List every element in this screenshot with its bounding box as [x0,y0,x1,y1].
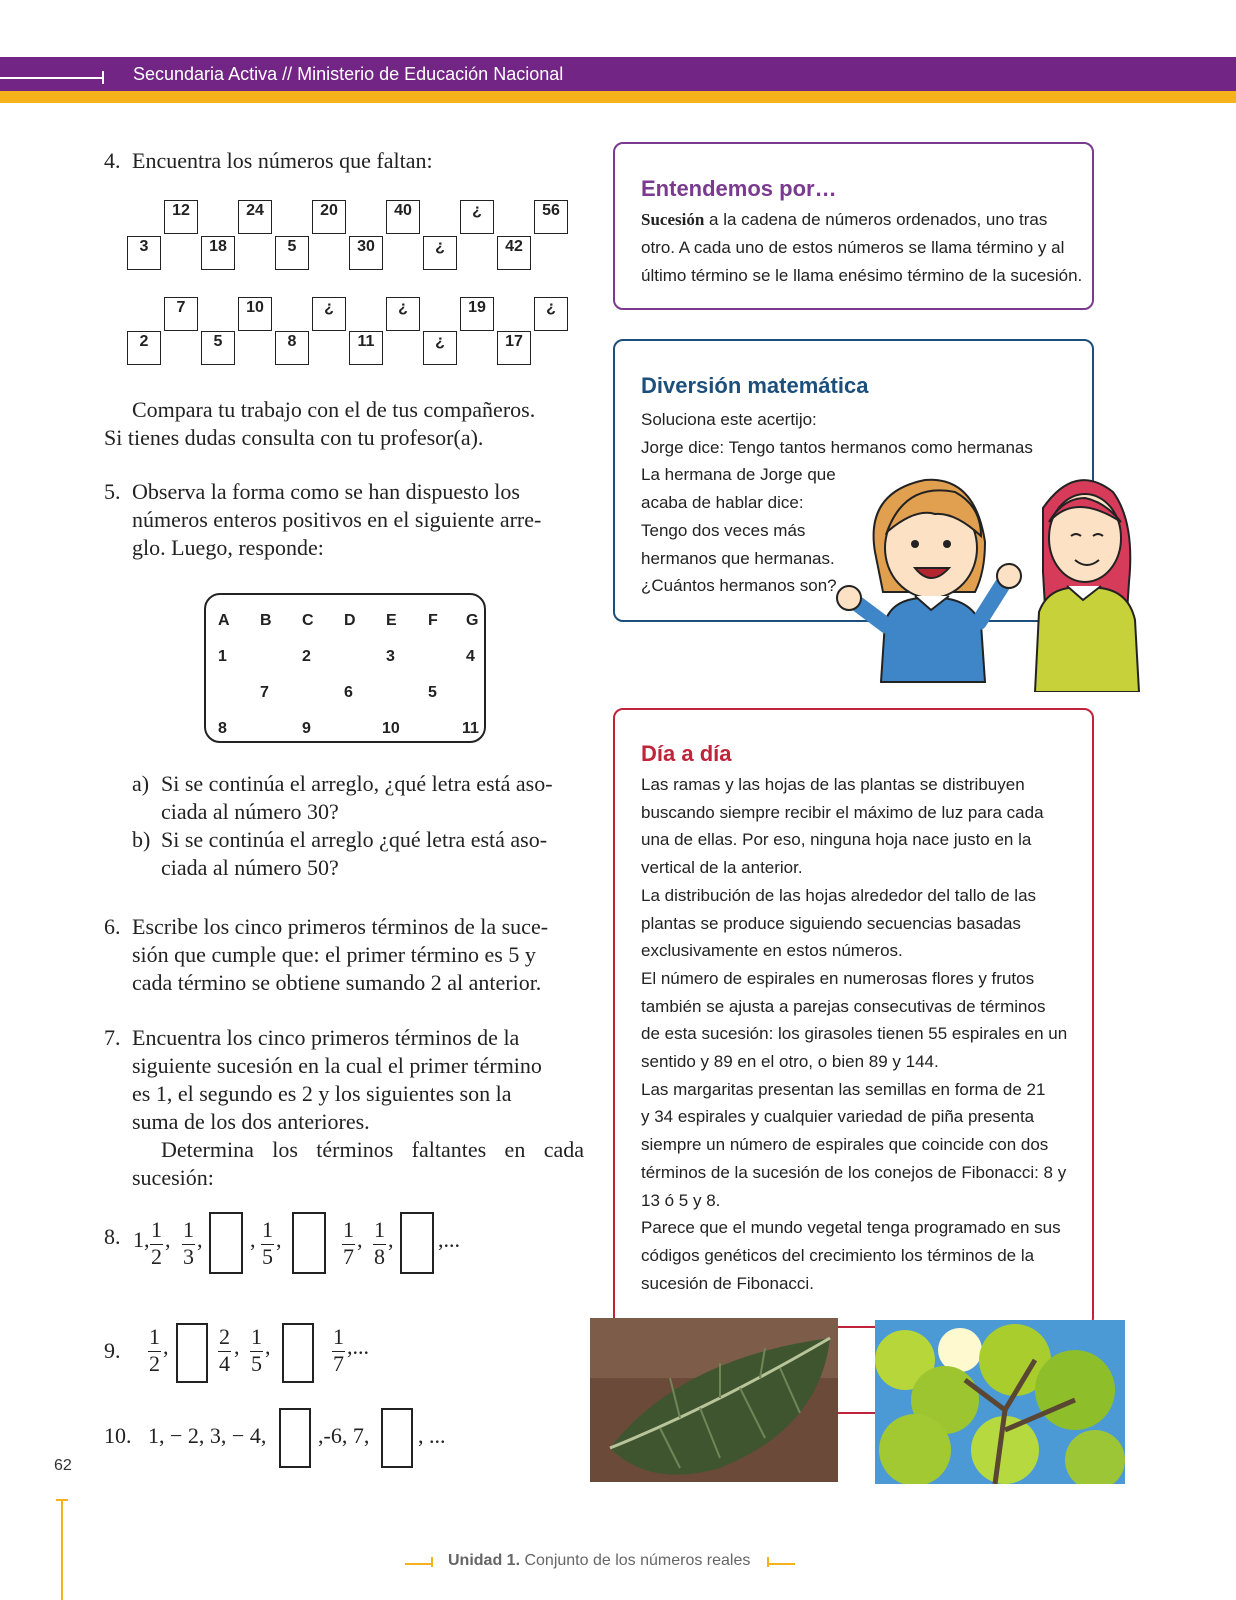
comma: , [250,1227,256,1252]
sequence-ellipsis: , ... [418,1423,446,1448]
number-cell: 42 [497,236,531,270]
sequence-ellipsis: ,... [347,1334,369,1359]
question-b-label: b) [132,827,151,852]
number-cell: ¿ [312,297,346,331]
numerator: 2 [218,1325,231,1352]
exercise-9-number: 9. [104,1338,121,1363]
header-title: Secundaria Activa // Ministerio de Educación Nacional [133,64,564,84]
exercise-7-line: es 1, el segundo es 2 y los siguientes son la [132,1081,512,1106]
number-cell: 8 [275,331,309,365]
denominator: 2 [149,1351,160,1376]
text-line: sentido y 89 en el otro, o bien 89 y 144. [641,1052,939,1071]
denominator: 7 [343,1244,354,1269]
definition-text: a la cadena de números ordenados, uno tras [704,210,1048,229]
text-line: La distribución de las hojas alrededor del tallo de las [641,885,1037,905]
number-cell: 5 [201,331,235,365]
sequence-term: 1, [133,1227,150,1252]
denominator: 3 [183,1244,194,1269]
number-cell: ¿ [423,236,457,270]
exercise-7-line: Encuentra los cinco primeros términos de la [132,1025,520,1050]
puzzle-title: Diversión matemática [641,373,869,398]
numerator: 1 [373,1218,386,1245]
fraction [148,1325,161,1376]
exercise-4 [104,147,433,175]
denominator: 2 [151,1244,162,1269]
column-letter: C [302,612,314,629]
column-letter: E [386,612,397,629]
exercise-5-number: 5. [104,479,121,504]
numerator: 1 [332,1325,345,1352]
exercise-6-line: sión que cumple que: el primer término es 5 y [132,942,536,967]
blank-box[interactable] [209,1212,243,1274]
definition-term: Sucesión [641,210,705,229]
text-line: plantas se produce siguiendo secuencias basadas [641,913,1021,933]
page-number: 62 [54,1457,72,1474]
comma: , [265,1334,271,1359]
footer-rule-right [769,1563,795,1565]
text-line: 13 ó 5 y 8. [641,1190,721,1210]
question-a-label: a) [132,771,150,796]
number-cell: ¿ [386,297,420,331]
blank-box[interactable] [282,1323,314,1383]
exercise-5-line: números enteros positivos en el siguiente arre- [132,507,542,532]
number-cell: 3 [127,236,161,270]
text-line: y 34 espirales y cualquier variedad de piña presenta [641,1107,1035,1127]
blank-box[interactable] [381,1408,413,1468]
exercise-text: Encuentra los números que faltan: [132,148,433,173]
number-cell: 24 [238,200,272,234]
grid-number: 11 [462,720,479,737]
text-line: acaba de hablar dice: [641,493,804,513]
grid-number: 9 [302,720,311,737]
exercise-number: 4. [104,148,121,173]
comma: , [197,1227,203,1252]
grid-number: 6 [344,684,353,701]
text-line: hermanos que hermanas. [641,548,835,568]
text-line: exclusivamente en estos números. [641,941,903,961]
denominator: 4 [219,1351,230,1376]
definition-title: Entendemos por… [641,176,837,201]
number-cell: ¿ [423,331,457,365]
sequence-ellipsis: ,... [438,1227,460,1252]
photo-connector [835,1412,875,1414]
question-b-line: Si se continúa el arreglo ¿qué letra está aso- [161,827,548,852]
text-line: también se ajusta a parejas consecutivas de términos [641,996,1046,1016]
number-cell: 18 [201,236,235,270]
leaf-photo [590,1318,838,1482]
text-line: El número de espirales en numerosas flores y frutos [641,968,1035,988]
grid-number: 8 [218,720,227,737]
fraction [250,1325,263,1376]
fraction [342,1218,355,1269]
text-line: de esta sucesión: los girasoles tienen 55 espirales en un [641,1024,1068,1044]
number-cell: 19 [460,297,494,331]
footer-unit-number: Unidad 1. [448,1552,521,1569]
column-letter: F [428,612,438,629]
footer-unit [448,1552,750,1570]
text-line: Tengo dos veces más [641,520,806,540]
exercise-6-line: Escribe los cinco primeros términos de la suce- [132,914,549,939]
exercise-6-number: 6. [104,914,121,939]
compare-line-1: Compara tu trabajo con el de tus compañeros. [132,397,536,422]
grid-number: 3 [386,648,395,665]
blank-box[interactable] [400,1212,434,1274]
number-cell: 30 [349,236,383,270]
number-cell: 2 [127,331,161,365]
denominator: 5 [251,1351,262,1376]
determine-line: sucesión: [132,1165,214,1190]
comma: , [234,1334,240,1359]
text-line: códigos genéticos del crecimiento los términos de la [641,1245,1035,1265]
blank-box[interactable] [279,1408,311,1468]
footer-rule-left [405,1563,431,1565]
daily-life-title: Día a día [641,741,732,766]
denominator: 5 [262,1244,273,1269]
column-letter: D [344,612,356,629]
grid-number: 2 [302,648,311,665]
numerator: 1 [182,1218,195,1245]
number-cell: 17 [497,331,531,365]
fraction [150,1218,163,1269]
text-line: La hermana de Jorge que [641,465,836,485]
denominator: 8 [374,1244,385,1269]
grid-number: 10 [382,720,400,737]
text-line: ¿Cuántos hermanos son? [641,576,837,596]
number-cell: 56 [534,200,568,234]
number-cell: 10 [238,297,272,331]
number-cell: 20 [312,200,346,234]
text-line: Las margaritas presentan las semillas en forma de 21 [641,1079,1046,1099]
text-line: vertical de la anterior. [641,858,803,878]
footer-rule-right-tick [767,1557,769,1567]
grid-number: 1 [218,648,227,665]
margin-rule [61,1499,63,1600]
footer-rule-left-tick [431,1557,433,1567]
comma: , [276,1227,282,1252]
number-cell: 12 [164,200,198,234]
fraction [261,1218,274,1269]
question-b-line: ciada al número 50? [161,855,339,880]
fraction [182,1218,195,1269]
grid-number: 4 [466,648,475,665]
text-line: Jorge dice: Tengo tantos hermanos como hermanas [641,437,1033,457]
exercise-5-line: glo. Luego, responde: [132,535,324,560]
numerator: 1 [250,1325,263,1352]
sequence-terms: 1, − 2, 3, − 4, [148,1423,267,1448]
definition-line: último término se le llama enésimo término de la sucesión. [641,266,1083,285]
definition-line [641,206,1047,234]
comma: , [357,1227,363,1252]
children-illustration [835,452,1165,692]
text-line: Parece que el mundo vegetal tenga programado en sus [641,1218,1061,1238]
numerator: 1 [261,1218,274,1245]
denominator: 7 [333,1351,344,1376]
text-line: Las ramas y las hojas de las plantas se distribuyen [641,775,1025,794]
numerator: 1 [148,1325,161,1352]
margin-rule-tick [56,1499,68,1501]
header-rule-tick [102,71,104,84]
column-letter: G [466,612,479,629]
text-line: términos de la sucesión de los conejos de Fibonacci: 8 y [641,1162,1067,1182]
numerator: 1 [150,1218,163,1245]
grid-number: 5 [428,684,437,701]
column-letter: A [218,612,230,629]
exercise-10-number: 10. [104,1423,132,1448]
exercise-7-number: 7. [104,1025,121,1050]
footer-unit-title: Conjunto de los números reales [520,1552,751,1569]
text-line: una de ellas. Por eso, ninguna hoja nace justo en la [641,830,1032,850]
number-cell: 11 [349,331,383,365]
tree-canopy-photo [875,1320,1125,1484]
grid-number: 7 [260,684,269,701]
number-cell: 40 [386,200,420,234]
comma: , [165,1227,171,1252]
fraction [373,1218,386,1269]
text-line: sucesión de Fibonacci. [641,1273,814,1293]
definition-line: otro. A cada uno de estos números se llama término y al [641,238,1065,257]
number-cell: 5 [275,236,309,270]
number-cell: ¿ [534,297,568,331]
text-line: siempre un número de espirales que coincide con dos [641,1135,1049,1155]
text-line: buscando siempre recibir el máximo de luz para cada [641,802,1044,822]
exercise-7-line: siguiente sucesión en la cual el primer término [132,1053,542,1078]
question-a-line: Si se continúa el arreglo, ¿qué letra está aso- [161,771,553,796]
fraction [218,1325,231,1376]
header-rule [0,77,102,79]
exercise-7-line: suma de los dos anteriores. [132,1109,370,1134]
number-cell: 7 [164,297,198,331]
column-letter: B [260,612,272,629]
exercise-5-line: Observa la forma como se han dispuesto los [132,479,520,504]
sequence-terms: ,-6, 7, [318,1423,370,1448]
comma: , [163,1334,169,1359]
header-accent-stripe [0,91,1236,103]
text-line: Soluciona este acertijo: [641,410,817,429]
exercise-8-number: 8. [104,1224,121,1249]
number-cell: ¿ [460,200,494,234]
compare-line-2: Si tienes dudas consulta con tu profesor(a). [104,425,484,450]
comma: , [388,1227,394,1252]
exercise-6-line: cada término se obtiene sumando 2 al anterior. [132,970,542,995]
numerator: 1 [342,1218,355,1245]
question-a-line: ciada al número 30? [161,799,339,824]
fraction [332,1325,345,1376]
blank-box[interactable] [176,1323,208,1383]
determine-line: Determina los términos faltantes en cada [161,1137,584,1162]
blank-box[interactable] [292,1212,326,1274]
